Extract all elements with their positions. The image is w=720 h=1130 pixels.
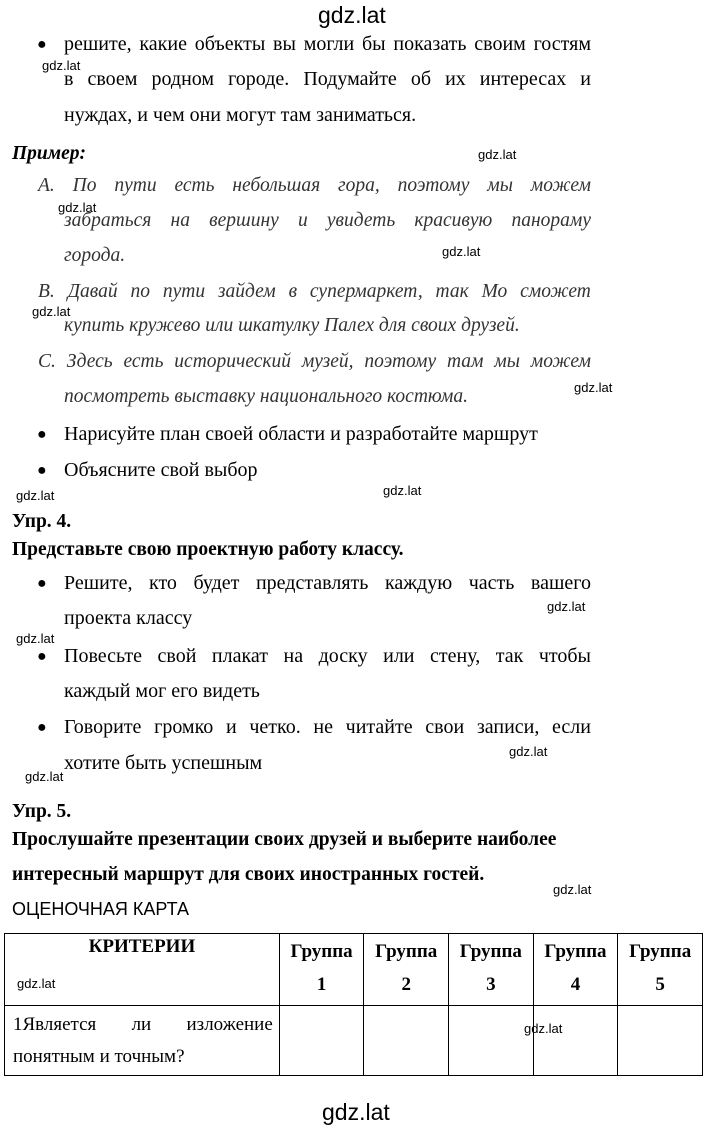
watermark: gdz.lat [58, 200, 97, 215]
score-cell[interactable] [533, 1006, 618, 1076]
bullet-explain: Объясните свой выбор [64, 459, 258, 481]
example-b-line2: купить кружево или шкатулку Палех для своих друзей. [64, 315, 520, 336]
ex5-task-line1: Прослушайте презентации своих друзей и выберите наиболее [12, 829, 557, 850]
group-header-cell [449, 934, 534, 1006]
watermark: gdz.lat [524, 1021, 563, 1036]
example-a-line1: A. По пути есть небольшая гора, поэтому мы можем [38, 175, 591, 196]
group-header-word: Группа [629, 941, 692, 962]
ex4-bullet3-line2: хотите быть успешным [64, 752, 263, 774]
criterion-text-line1: 1Является ли изложение [13, 1014, 273, 1035]
example-heading: Пример: [12, 143, 87, 164]
watermark: gdz.lat [32, 304, 71, 319]
ex4-bullet1-line2: проекта классу [64, 607, 193, 629]
intro-bullet-line3: нуждах, и чем они могут там заниматься. [64, 104, 417, 126]
group-header-word: Группа [459, 941, 522, 962]
watermark: gdz.lat [383, 483, 422, 498]
table-header-row [5, 934, 703, 1006]
bullet-dot-icon: ● [37, 36, 47, 53]
ex5-title: Упр. 5. [12, 801, 72, 822]
watermark: gdz.lat [442, 244, 481, 259]
bullet-dot-icon: ● [37, 648, 47, 665]
group-header-cell [618, 934, 703, 1006]
evaluation-table [4, 933, 703, 1076]
group-header-cell [533, 934, 618, 1006]
example-c-line2: посмотреть выставку национального костюма. [64, 386, 468, 407]
criterion-text-line2: понятным и точным? [13, 1046, 185, 1067]
ex4-bullet3-line1: Говорите громко и четко. не читайте свои записи, если [64, 716, 591, 738]
group-header-number: 5 [655, 974, 665, 995]
ex4-bullet1-line1: Решите, кто будет представлять каждую часть вашего [64, 572, 591, 594]
example-c-line1: C. Здесь есть исторический музей, поэтому там мы можем [38, 351, 591, 372]
table-row [5, 1006, 703, 1076]
group-header-cell [279, 934, 364, 1006]
watermark-top: gdz.lat [318, 2, 386, 28]
group-header-number: 4 [570, 974, 581, 995]
watermark: gdz.lat [25, 769, 64, 784]
group-header-number: 1 [316, 974, 327, 995]
group-header-word: Группа [290, 941, 353, 962]
intro-bullet-line1: решите, какие объекты вы могли бы показать своим гостям [64, 33, 591, 55]
watermark: gdz.lat [509, 744, 548, 759]
score-cell[interactable] [364, 1006, 449, 1076]
intro-bullet-line2: в своем родном городе. Подумайте об их интересах и [64, 68, 591, 90]
group-header-number: 2 [401, 974, 411, 995]
criteria-header: КРИТЕРИИ [88, 936, 196, 957]
watermark-bottom: gdz.lat [322, 1099, 390, 1125]
watermark: gdz.lat [553, 882, 592, 897]
evaluation-card-title: ОЦЕНОЧНАЯ КАРТА [12, 899, 190, 919]
ex4-bullet2-line2: каждый мог его видеть [64, 680, 260, 702]
watermark: gdz.lat [574, 380, 613, 395]
watermark: gdz.lat [42, 58, 81, 73]
ex4-title: Упр. 4. [12, 511, 72, 532]
bullet-plan: Нарисуйте план своей области и разработайте маршрут [64, 423, 538, 445]
group-header-word: Группа [544, 941, 607, 962]
bullet-dot-icon: ● [37, 575, 47, 592]
ex4-task: Представьте свою проектную работу классу. [12, 539, 404, 560]
score-cell[interactable] [618, 1006, 703, 1076]
example-a-line3: города. [64, 245, 126, 266]
criteria-header-cell [5, 934, 280, 1006]
group-header-word: Группа [375, 941, 438, 962]
ex5-task-line2: интересный маршрут для своих иностранных гостей. [12, 864, 485, 885]
example-a-line2: забраться на вершину и увидеть красивую панораму [64, 210, 591, 231]
bullet-dot-icon: ● [37, 426, 47, 443]
watermark: gdz.lat [17, 976, 56, 991]
example-b-line1: B. Давай по пути зайдем в супермаркет, так Мо сможет [38, 281, 591, 302]
watermark: gdz.lat [16, 488, 55, 503]
watermark: gdz.lat [478, 147, 517, 162]
group-header-cell [364, 934, 449, 1006]
score-cell[interactable] [449, 1006, 563, 1076]
bullet-dot-icon: ● [37, 462, 47, 479]
ex4-bullet2-line1: Повесьте свой плакат на доску или стену, так чтобы [64, 645, 591, 667]
bullet-dot-icon: ● [37, 719, 47, 736]
watermark: gdz.lat [547, 599, 586, 614]
score-cell[interactable] [279, 1006, 364, 1076]
group-header-number: 3 [486, 974, 496, 995]
criterion-cell [5, 1006, 280, 1076]
watermark: gdz.lat [16, 631, 55, 646]
